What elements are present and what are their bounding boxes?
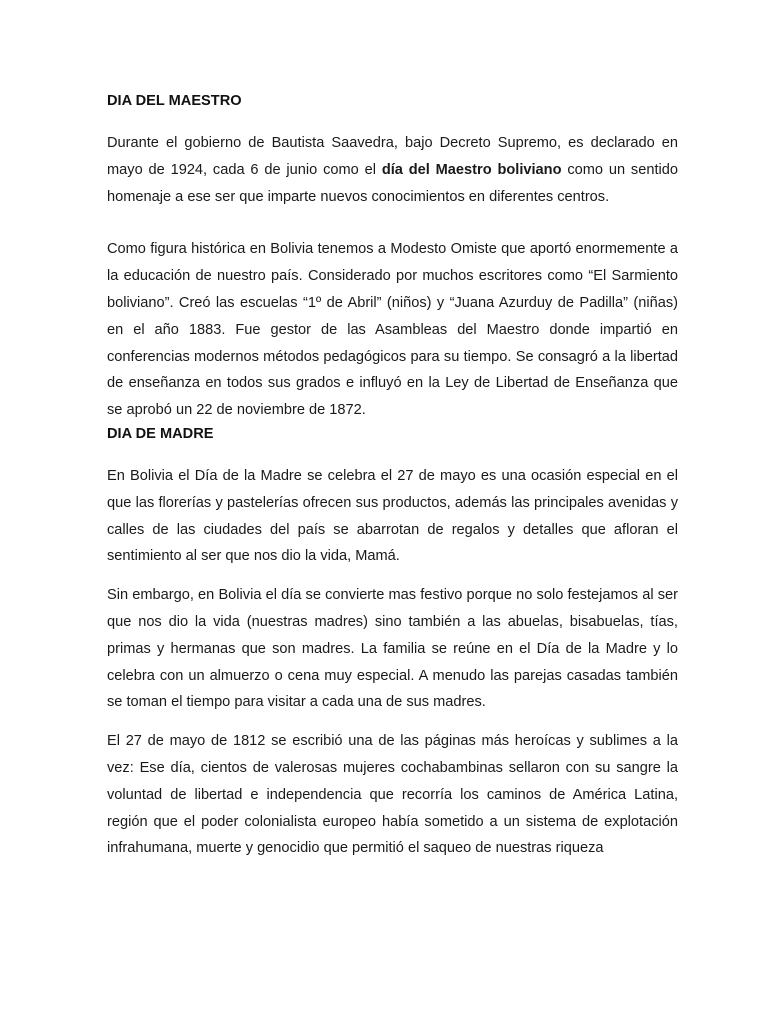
paragraph-madre-festivo: Sin embargo, en Bolivia el día se convierte mas festivo porque no solo festejamos al ser que nos dio la vida (nuestras madres) sino también a las abuelas, bisabuelas, tías, primas y hermanas que son madres. La familia se reúne en el Día de la Madre y lo celebra con un almuerzo o cena muy especial. A menudo las parejas casadas también se toman el tiempo para visitar a cada una de sus madres. — [107, 587, 678, 711]
paragraph-modesto-omiste: Como figura histórica en Bolivia tenemos a Modesto Omiste que aportó enormemente a la educación de nuestro país. Considerado por muchos escritores como “El Sarmiento boliviano”. Creó las escuelas “1º de Abril” (niños) y “Juana Azurduy de Padilla” (niñas) en el año 1883. Fue gestor de las Asambleas del Maestro donde impartió en conferencias modernos métodos pedagógicos para su tiempo. Se consagró a la libertad de enseñanza en todos sus grados e influyó en la Ley de Libertad de Enseñanza que se aprobó un 22 de noviembre de 1872. — [107, 241, 678, 419]
bold-phrase: día del Maestro boliviano — [381, 161, 562, 178]
heading-dia-del-maestro: DIA DEL MAESTRO — [107, 93, 242, 109]
paragraph-madre-celebracion: En Bolivia el Día de la Madre se celebra el 27 de mayo es una ocasión especial en el que las florerías y pastelerías ofrecen sus productos, además las principales avenidas y calles de las ciudades del país se abarrotan de regalos y detalles que afloran el sentimiento al ser que nos dio la vida, Mamá. — [107, 467, 678, 565]
document-body — [107, 91, 678, 862]
heading-dia-de-madre: DIA DE MADRE — [107, 425, 214, 442]
paragraph-maestro-decreto — [107, 130, 678, 210]
paragraph-text: como un sentido homenaje a ese ser que imparte nuevos conocimientos en diferentes centros. — [107, 161, 678, 205]
paragraph-27-mayo-1812: El 27 de mayo de 1812 se escribió una de las páginas más heroícas y sublimes a la vez: Ese día, cientos de valerosas mujeres cochabambinas sellaron con su sangre la voluntad de libertad e independencia que recorría los caminos de América Latina, región que el poder colonialista europeo había sometido a un sistema de explotación infrahumana, muerte y genocidio que permitió el saqueo de nuestras riqueza — [107, 733, 678, 857]
paragraph-text: Durante el gobierno de Bautista Saavedra, bajo Decreto Supremo, es declarado en mayo de 1924, cada 6 de junio como el — [107, 135, 678, 178]
